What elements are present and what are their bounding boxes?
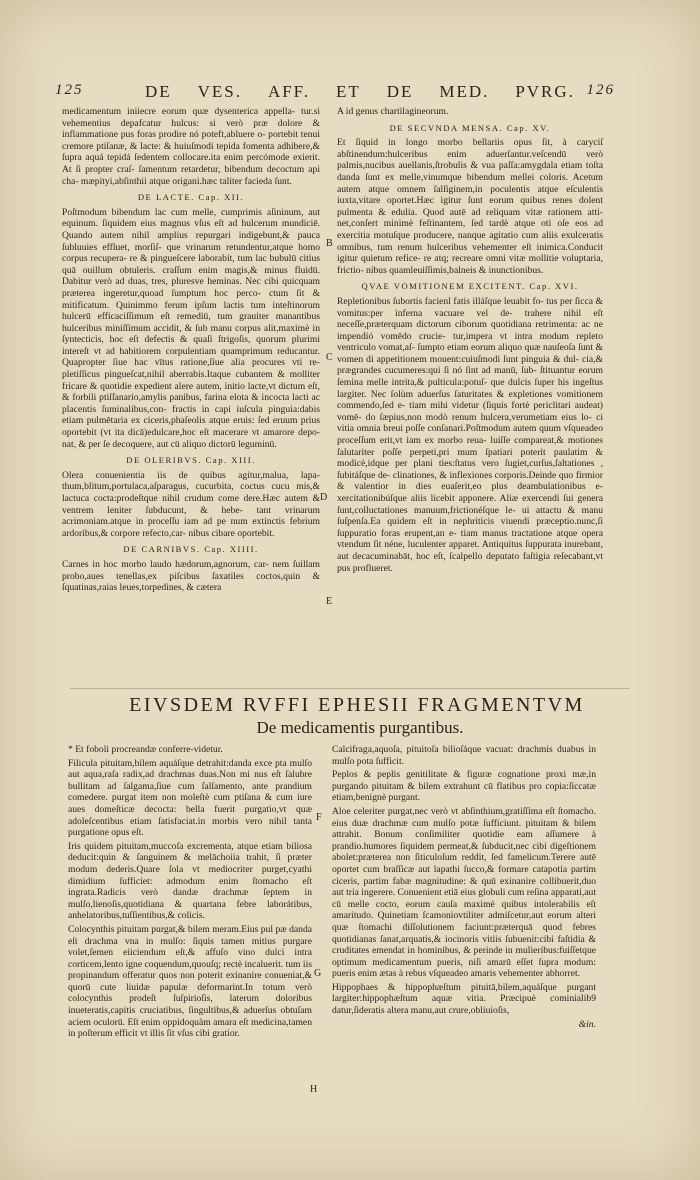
fragment-title: EIVSDEM RVFFI EPHESII FRAGMENTVM: [129, 694, 585, 716]
upper-left-column: [62, 106, 320, 596]
margin-letter: B: [326, 238, 333, 249]
paragraph: Repletionibus ſubortis facienl fatis illáſque leuabit fo- tus per ſicca & vomitus:per inferna vacuare vel de- trahere nihil eſt neceſſe,præterquam dictorum ciborum quotidiana retrimenta: ac ne impendió vomēdo crucie- tur,impera vt intra modum repleto ventriculo vomat,aſ- ſumpto etiam eorum aliquo quæ nauſeoſa ſunt & vomen di appetitionem mouent:cuiuſmodi ſunt pinguia & dul- cia,& prægrandes cucumeres:qui ſi nó ſint ad manū, ſub- ſtituantur eorum ſemina melle intrita,& pulticula:potuſ- que dulcis ſuper his ingeſtus largiter. Nec ſolùm aduerſus ſaturitates & expletiones vomitionem commendo,ſed e- tiam mihi videtur (ſiquis fortè periclitari audeat) vomē- do ſæpius,non modò renum hulcera,verumetiam eius lo- ci vitia omnia breui poſſe conſanari.Poſtmodum autem quum vſqueadeo proceſſum erit,vt iam ex morbo reua- luiſſe compareat,& motiones ſalutariter poſſe perpeti,pri mum ſpatiari poterit paulatim & modicè,idque per plani ties:ſtatus vero ſugiet,curſus,ſaltationes , ſubitáſque de- clinationes, & inflexiones corporis.Deinde quo firmior & valentior in dies euaſerit,eo plus deambulationibus e- xercitationibúſque aliis licebit apponere. Aliæ exercendi ſui genera ſunt,colluctationes manuum,frictionéſque le- ui attactu & manu ſuſpenſa.Ea quidem eſt in nephriticis viuendi præceptio.nunc,ſi ſuppuratio foras erupent,an e- tiam manus tractatione atque opera vtendum ſit néne, luculenter apparet. Antiquitus ſuppurata inurebant, aut decacuminabāt, hoc eſt, ſcalpello deputato faſtigia reſecabant,vt pus proflueret.: [337, 295, 603, 574]
paragraph: Colocynthis pituitam purgat,& bilem meram.Eius pul pæ danda eſt drachma vna in mulſo: ſiquis tamen mitius purgare volet,ſemen eiiciendum eſt,& affuſo vino dulci intra corticem,lento igne coquendum,quouſq; rectè incaluerit. tum iis propinandum offeratur quos non poterit exinanire conueniat,& quorū cute liuidæ papulæ deformarint.In totum verò colocynthis prodeſt ſuſpirioſis, laterum doloribus inueteratis,capitis cruciatibus, ſingultibus,& aduerſus obtuſam aciem oculorū. Eſt enim oppidoquàm amara eſt medicina,tamen in poſterum efficit vt illis ſit vſus cibi gratior.: [68, 923, 312, 1040]
margin-letter: H: [310, 1084, 318, 1095]
margin-letter: G: [314, 968, 322, 979]
paragraph: Olera conuenientia iis de quibus agitur,malua, lapa- thum,blitum,portulaca,aſparagus, cucurbita, coctus cucu mis,& lactuca cocta:prodeſtque nihil crudum come dere.Hæc autem & ventrem leniter ſubducunt, & hebe- tant vrinarum acrimoniam.atque in proceſſu iam ad pe num extinctis febrium ardoribus,& corpore refecto,car- nibus cibare oportebit.: [62, 469, 320, 539]
section-heading-vomitio: QVAE VOMITIONEM EXCITENT. Cap. XVI.: [361, 281, 579, 292]
margin-letter: F: [316, 812, 322, 823]
running-word: AFF.: [267, 82, 311, 101]
paragraph: Carnes in hoc morbo laudo hædorum,agnorum, car- nem ſuillam probo,aues tenellas,ex piſcibus ſaxatiles coctos,quin & ſquatinas,raias leues,torpedines, & cætera: [62, 558, 320, 594]
page-number-left: 125: [55, 82, 84, 98]
margin-letter: C: [326, 352, 333, 363]
paragraph: * Et foboli procreandæ conferre-videtur.: [68, 744, 223, 755]
running-word: VES.: [197, 82, 242, 101]
running-word: PVRG.: [515, 82, 575, 101]
paragraph: Poſtmodum bibendum lac cum melle, cumprimis aſininum, aut equinum. ſiquidem eius magnus vſus eſt ad hulcerum mundiciē. Quando autem nihil amplius repurgari indigebunt,& pauca ſubluuies effluet, morſiſ- que vrinarum retundentur,atque homo corpus recupera- re & pingueſcere laborabit, tum lac bubulū citius quā ouillum obtuleris. craſſum enim magis,& minus fluidū. Dabitur verò ad duas, tres, pluresve heminas. Nec cibi quicquam præterea ingeretur,quoad ſumptum hoc perco- ctum ſit & mitificatum. Quinimmo ferum ipſum lactis tum inteſtinorum hulcerū efficaciſſimum eſt remediū, tum grauiter manantibus hulceribus miniſſimum accidit, & ſub manu corpus alit,maximè in ſyntecticis, hoc eſt defectis & quaſi ſtrigoſis, quorum plurimi intereſt vt ad habitiorem corpulentiam quamprimum reducantur. Quapropter ſiue hac vītus ratione,ſiue alia procures vti re- pletiſſicus pingueſcat,nihil aberrabis.Itaque cubantem & molliter fricare & quotidie expedient alere autem, initio lacte,vt dictum eſt, & forbili ptiſſanario,amylis panibus, farina elota & incocta lacti ac placentis ſuminalibus,con- fractis in capi iuſcula pinguia:dabis etiam pulmētaria ex ciceris,phaſeolis atque eruis: ſed eruum prius oportebit (vt ita dicā)edulcare,hoc eſt macerare vt amarore depo- nat, & per ſe decoquere, aut cū aliquo dictorū leguminū.: [62, 206, 320, 450]
paragraph: Peplos & peplis genitilitate & figuræ cognatione proxi mæ,in purgando pituitam & bilem extrahunt cū flatibus pro copia:ſiccatæ etiam,benignè purgant.: [332, 769, 596, 804]
section-heading-carnibus: DE CARNIBVS. Cap. XIIII.: [123, 544, 259, 555]
paragraph: Iris quidem pituitam,muccoſa excrementa, atque etiam biliosa deducit:quin & ſanguinem & melāchoiia trahit, ſi præter modum dederis.Quare ſola vt mediocriter purget,cyathi dimidium ſufficiet: admodum enim ſtomacho eſt ingrata.Radicis verò dandæ drachmæ ſeptem in mulſo,lienoſis,quotidiana & quartana febre laborátibus, anhelatoribus,tuſſientibus,& colicis.: [68, 840, 312, 922]
paragraph: medicamentum iniiecre eorum quæ dysenterica appella- tur.si vehementius depafcatur hulcus: si verò præ dolore & inflammatione pus foras prodire nó poteft,abluere o- portebit tenui cremore ptiſanæ, & lacte: & huiuſmodi tepida fomenta adhibere,& ſupra aquá tepidá ſedentem collocare.ita enim percómode exierit. At ſi propter craſ- ſamentum retardetur, bibendum decoctum api cha- mæpityi,abſinthii atque origani.hæc taliter facieda ſunt.: [62, 106, 320, 187]
running-title: [145, 82, 575, 102]
section-heading-oleribus: DE OLERIBVS. Cap. XIII.: [126, 455, 256, 466]
lower-left-column: [68, 744, 312, 1042]
upper-right-column: [337, 106, 603, 576]
fragment-subtitle: De medicamentis purgantibus.: [256, 718, 464, 737]
section-heading-mensa: DE SECVNDA MENSA. Cap. XV.: [389, 122, 551, 133]
page-number-right: 126: [586, 82, 615, 98]
running-word: DE: [145, 82, 172, 101]
paragraph: Filicula pituitam,bilem aquáſque detrahit:danda exce pta mulſo aut aqua,raſa radix,ad drachmas duas.Non mi nus eſt ſalubre bullitam ad ſalgama,ſiue cum ſalſamento, ante prandium comedere. purgat item non moleſtè cum ptiſana & cum iure aues domeſticæ decocta: bella fuerit purgatio,vt quæ adoleſcentibus etiam ſatisfaciat.in morbis vero nihil tanta purgatione opus eſt.: [68, 757, 312, 839]
margin-letter: E: [326, 596, 333, 607]
section-heading-lacte: DE LACTE. Cap. XII.: [137, 192, 245, 203]
catchword: &in.: [578, 1018, 596, 1030]
paragraph: Aloe celeriter purgat,nec verò vt abſinthium,gratiſſima eſt ſtomacho. eius duæ drachmæ cum mulſo potæ ſufficiunt. pituitam & bilem attrahit. Bonum conſimiliter quotidie eam aſſumere à prandio.humores ſiquidem permeat,& ſubducit,nec cibi digeſtionem abolet:præterea non ſiticuloſum reddit, ſed famelicum.Terere autē oportet cum braſſicæ aut lapathi ſucco,& formare catapotia partim ciceris, partim fabæ magnitudine: & quū exinanire collibuerit,duo aut tria ingerere. Conuenient etiā eius globuli cum reſina apparati,aut cū melle cocto, eorum cauſa maximè quibus intolerabilis eſt amaritudo. Quinetiam ſcamoniovtiliter admiſcetur,aut eorum alteri quæ ſtomachi diſſolutionem faciunt:præterquā quod febres quotidianas ſanat,arquatis,& iocinoris vitiis ſubuenit:cibi faſtidia & cruditates emendat in hominibus, & perinde in mulieribus:fuiſſetque optimum medicamentum pueris, niſi amarū eſſet ſupra modum: pueris enim ætas à rebus vſqueadeo amaris vehementer abhorret.: [332, 805, 596, 980]
running-word: DE: [386, 82, 414, 101]
running-word: ET: [335, 82, 361, 101]
running-word: MED.: [439, 82, 490, 101]
margin-letter: D: [320, 492, 328, 503]
paragraph: A id genus chartilagineorum.: [337, 106, 449, 117]
lower-right-column: [332, 744, 596, 1032]
paragraph: Calcifraga,aquoſa, pituitoſa bilioſáque vacuat: drachmis duabus in mulſo pota ſufficit.: [332, 744, 596, 767]
paragraph: Hippophaes & hippophæſtum pituitā,bilem,aquáſque purgant largiter:hippophæſtum aquæ vitia. Præcipuè cominialib9 datur,ſideratis altera manu,aut crure,obliuioſis,: [332, 981, 596, 1017]
page-header: [55, 82, 615, 104]
section-rule: [70, 688, 630, 689]
paragraph: Et ſiquid in longo morbo bellariis opus ſit, à caryciſ abſtinendum:hulceribus enim aduerſantur.veſcendū verò palmis,nucibus auellanis,ſtrobulis & vua paſſa:amygdala etiam toſta danda ſunt ex melle,vinumque bibendum mellei coloris. Acetum autem atque omnem ſalſiginem,in poculentis atque eſculentis iuxta,vitare oportet.Hæc igitur ſunt eorum quibus renes dolent pulmenta & edulia. Quod autē ad reliquam vitæ rationem atti- net,conſert minimè feſtinantem, ſed tardè atque oti oſe eos ad exercitia motuſque producere, nanque agitatio cum aliis exulceratis omnibus, tum renum hulceribus vehementer eſt inimica.Conducit igitur quietum refice- re atq; recreare omni vitæ mollitie voluptaria, frictio- nibus quamleuiſſimis,balneis & inunctionibus.: [337, 137, 603, 276]
